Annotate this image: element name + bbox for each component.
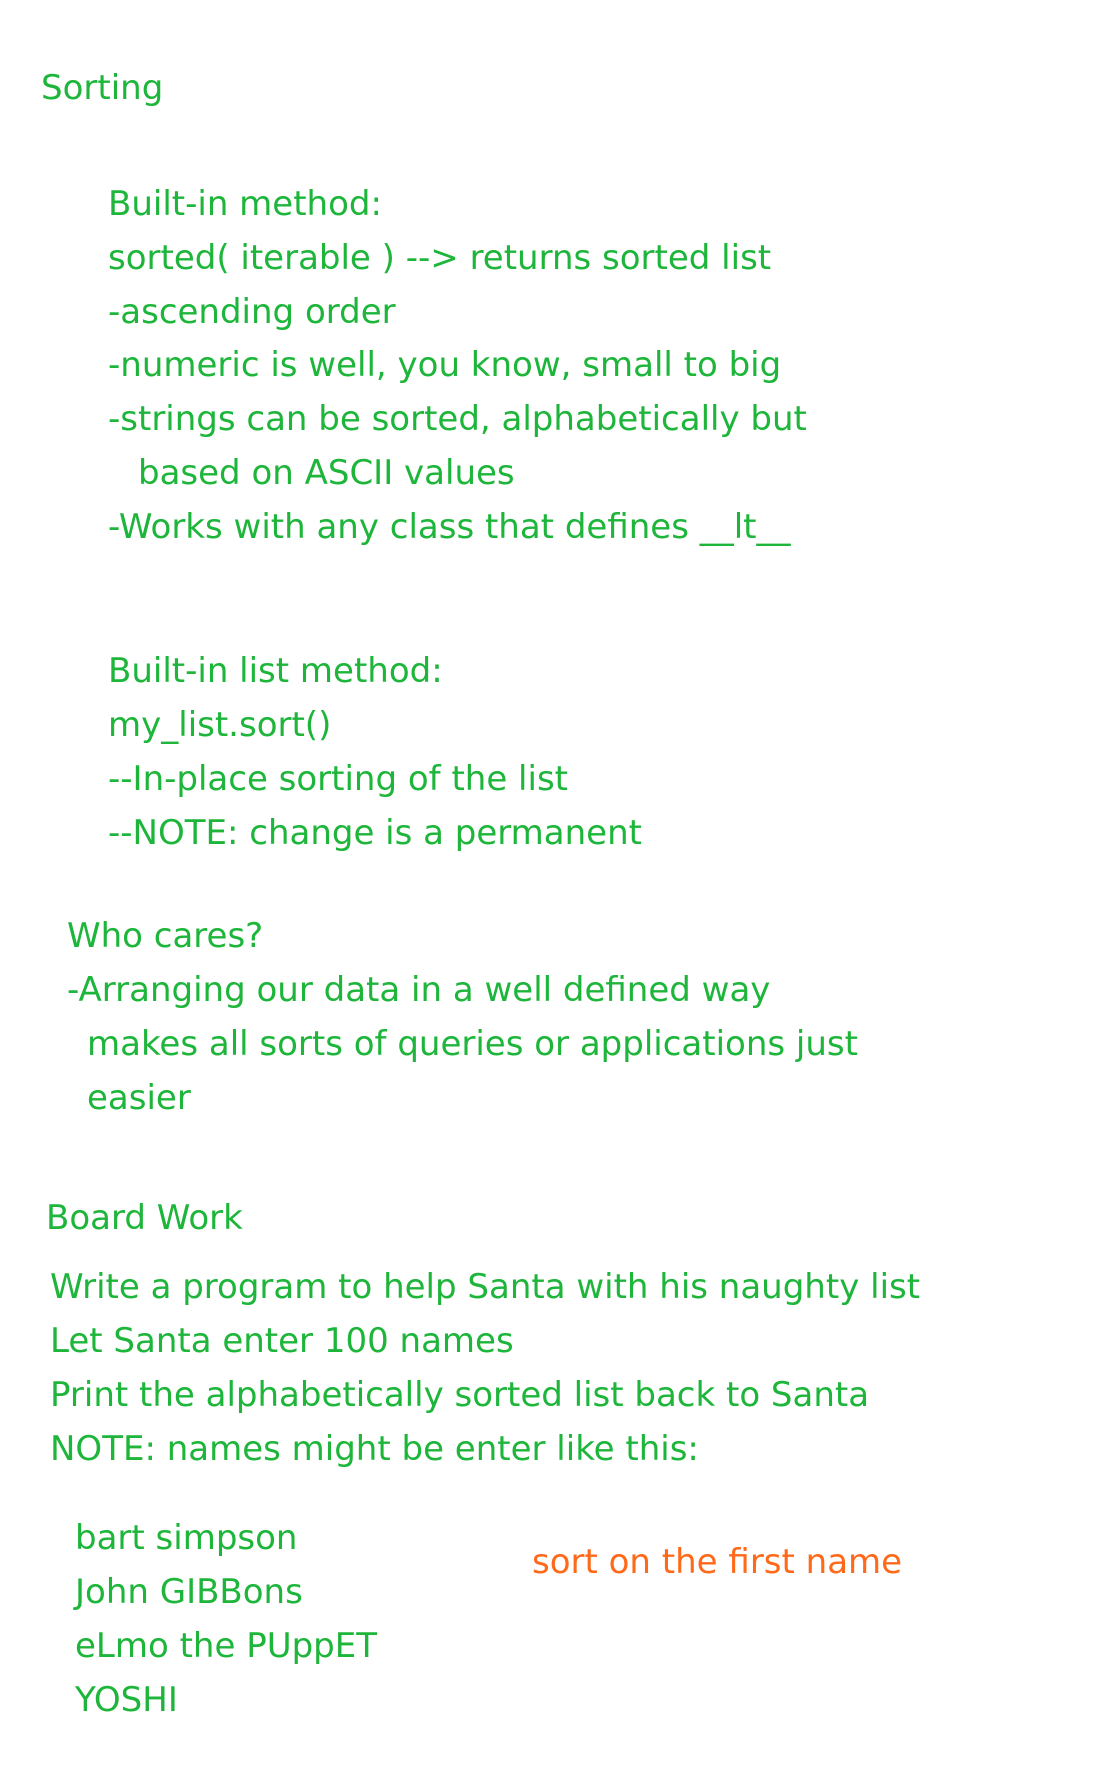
example-name: John GIBBons — [75, 1572, 303, 1612]
sort-note: sort on the first name — [532, 1542, 903, 1582]
builtin-list-method-line: --In-place sorting of the list — [108, 759, 568, 799]
board-work-line: Write a program to help Santa with his naughty list — [50, 1267, 921, 1307]
builtin-method-line: sorted( iterable ) --> returns sorted list — [108, 238, 772, 278]
who-cares-line: -Arranging our data in a well defined way — [67, 970, 771, 1010]
example-name: YOSHI — [75, 1680, 178, 1720]
builtin-method-line: -ascending order — [108, 292, 396, 332]
who-cares-heading: Who cares? — [67, 916, 264, 956]
builtin-method-line: -numeric is well, you know, small to big — [108, 345, 782, 385]
board-work-line: Let Santa enter 100 names — [50, 1321, 514, 1361]
board-work-line: Print the alphabetically sorted list back to Santa — [50, 1375, 870, 1415]
example-name: eLmo the PUppET — [75, 1626, 377, 1666]
builtin-list-method-line: --NOTE: change is a permanent — [108, 813, 642, 853]
builtin-method-line: based on ASCII values — [138, 453, 515, 493]
board-work-heading: Board Work — [46, 1198, 243, 1238]
who-cares-line: makes all sorts of queries or applications just — [87, 1024, 858, 1064]
builtin-method-line: -strings can be sorted, alphabetically but — [108, 399, 807, 439]
board-work-line: NOTE: names might be enter like this: — [50, 1429, 699, 1469]
builtin-list-method-heading: Built-in list method: — [108, 651, 443, 691]
who-cares-line: easier — [87, 1078, 191, 1118]
builtin-method-heading: Built-in method: — [108, 184, 382, 224]
page-title: Sorting — [41, 68, 164, 108]
builtin-method-line: -Works with any class that defines __lt__ — [108, 507, 791, 547]
builtin-list-method-line: my_list.sort() — [108, 705, 332, 745]
example-name: bart simpson — [75, 1518, 298, 1558]
